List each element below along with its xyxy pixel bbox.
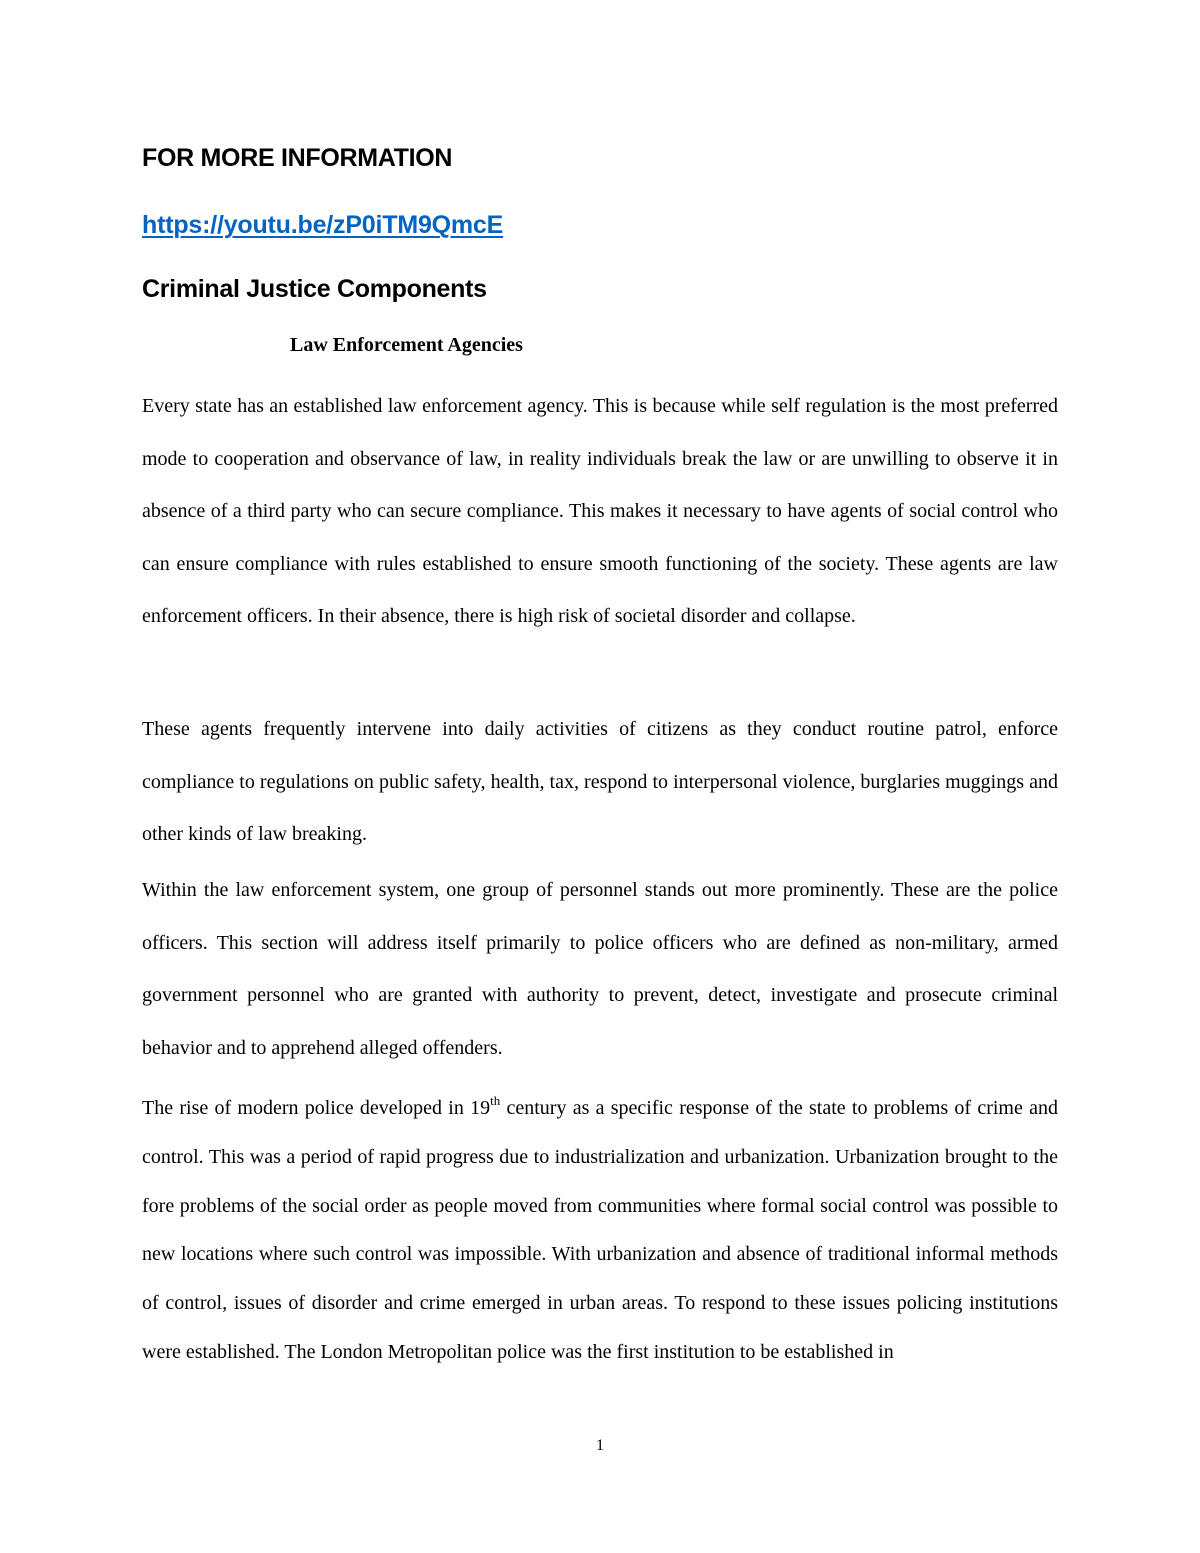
section-title: Criminal Justice Components: [142, 275, 487, 303]
paragraph-1: Every state has an established law enforcement agency. This is because while self regulation is the most preferred mode to cooperation and observance of law, in reality individuals break the law or are unwilling to observe it in absence of a third party who can secure compliance. This makes it necessary to have agents of social control who can ensure compliance with rules established to ensure smooth functioning of the society. These agents are law enforcement officers. In their absence, there is high risk of societal disorder and collapse.: [142, 395, 1058, 627]
more-info-heading: FOR MORE INFORMATION: [142, 144, 453, 172]
paragraph-3: Within the law enforcement system, one group of personnel stands out more prominently. These are the police officers. This section will address itself primarily to police officers who are defined as non-military, armed government personnel who are granted with authority to prevent, detect, investigate and prosecute criminal behavior and to apprehend alleged offenders.: [142, 879, 1058, 1059]
subheading: Law Enforcement Agencies: [290, 334, 523, 356]
paragraph-2: These agents frequently intervene into daily activities of citizens as they conduct routine patrol, enforce compliance to regulations on public safety, health, tax, respond to interpersonal violence, burglaries muggings and other kinds of law breaking.: [142, 718, 1058, 845]
youtube-link[interactable]: https://youtu.be/zP0iTM9QmcE: [142, 211, 504, 239]
paragraph-4-start: The rise of modern police developed in 19: [142, 1097, 491, 1119]
superscript-th: th: [490, 1093, 501, 1108]
page-number: 1: [596, 1437, 604, 1454]
paragraph-4: [142, 1084, 1058, 1377]
paragraph-4-rest: century as a specific response of the state to problems of crime and control. This was a period of rapid progress due to industrialization and urbanization. Urbanization brought to the fore problems of the social order as people moved from communities where formal social control was possible to new locations where such control was impossible. With urbanization and absence of traditional informal methods of control, issues of disorder and crime emerged in urban areas. To respond to these issues policing institutions were established. The London Metropolitan police was the first institution to be established in: [142, 1097, 1058, 1363]
